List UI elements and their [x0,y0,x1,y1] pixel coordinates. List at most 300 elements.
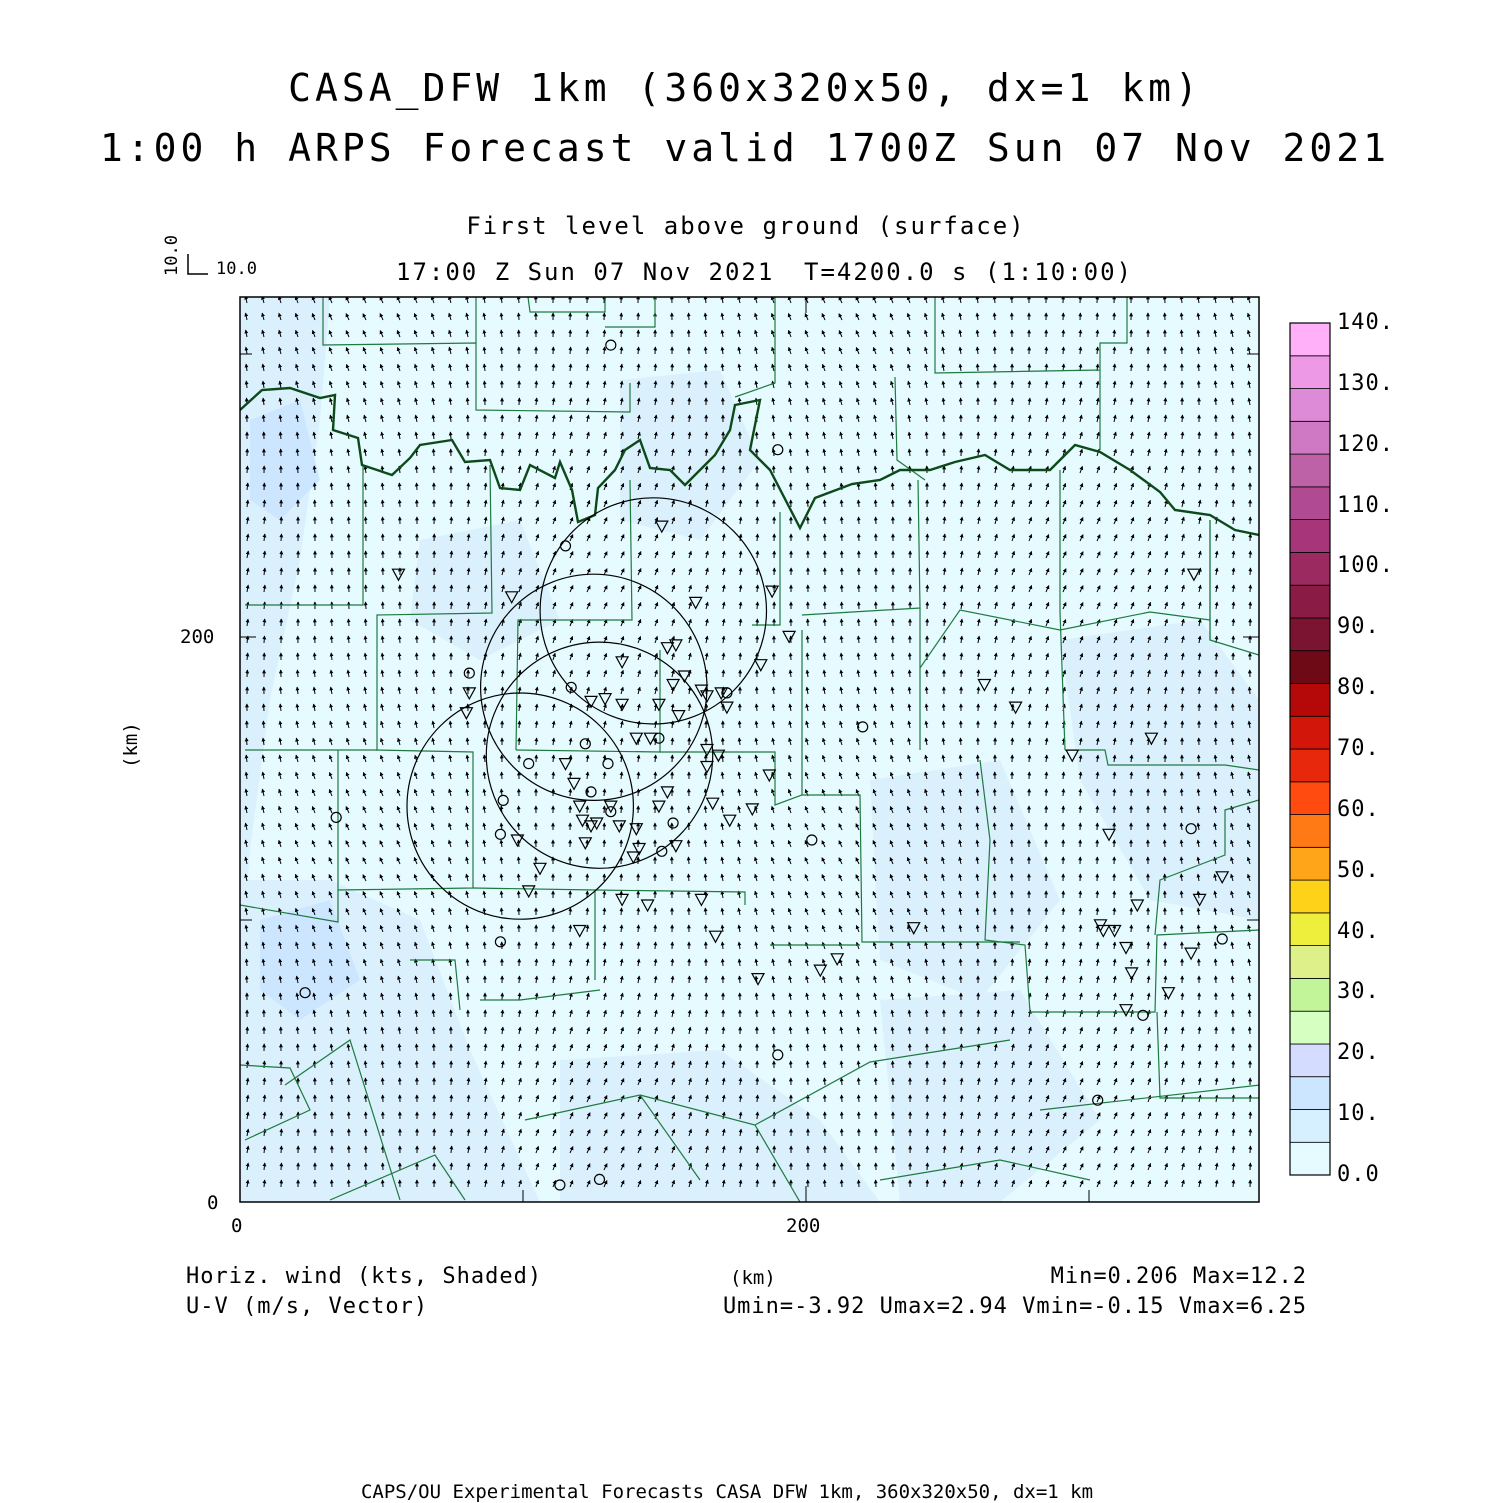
wind-vector [502,432,503,439]
color-bar-segment [1290,520,1330,553]
wind-vector [706,772,707,779]
wind-vector [1165,976,1166,983]
wind-vector [841,1078,842,1085]
wind-vector [1232,415,1233,422]
wind-vector [859,1095,860,1102]
color-bar [1290,323,1330,1175]
wind-vector [519,313,520,320]
color-bar-segment [1290,1142,1330,1175]
wind-vector [383,619,384,626]
wind-vector [960,381,961,388]
wind-vector [501,789,502,796]
wind-vector [1215,738,1216,745]
wind-vector [417,483,418,490]
wind-vector [451,1095,452,1102]
wind-vector [281,585,282,592]
wind-vector [926,1010,927,1017]
wind-vector [1148,755,1149,762]
wind-vector [281,1146,282,1153]
wind-vector [1233,500,1234,507]
wind-vector [281,1129,282,1136]
wind-vector [366,517,367,524]
wind-vector [655,942,656,949]
title-line-1: CASA_DFW 1km (360x320x50, dx=1 km) [0,66,1490,110]
x-axis-label: (km) [730,1267,776,1289]
wind-vector [1250,1146,1251,1153]
wind-vector [1046,364,1047,371]
wind-vector [468,636,469,643]
wind-vector [1063,347,1064,354]
wind-vector [264,517,265,524]
wind-vector [1131,347,1132,354]
color-bar-label: 110. [1337,493,1394,518]
wind-vector [247,466,248,473]
color-bar-segment [1290,1077,1330,1110]
wind-vector [553,772,554,779]
wind-vector [468,483,469,490]
wind-vector [1131,364,1132,371]
wind-vector [348,500,349,507]
wind-vector [1182,789,1183,796]
wind-vector [927,551,928,558]
wind-vector [1233,517,1234,524]
wind-vector [264,636,265,643]
wind-vector [553,755,554,762]
wind-vector [995,789,996,796]
wind-vector [655,364,656,371]
wind-vector [1216,398,1217,405]
wind-vector [875,1061,876,1068]
wind-vector [723,670,724,677]
wind-vector [961,398,962,405]
wind-vector [1097,789,1098,796]
wind-vector [1046,772,1047,779]
color-bar-label: 20. [1337,1040,1380,1065]
wind-vector [314,653,315,660]
wind-vector [961,466,962,473]
wind-vector [723,449,724,456]
wind-vector [416,466,417,473]
wind-vector [1250,449,1251,456]
wind-vector [1181,806,1182,813]
wind-vector [280,687,281,694]
wind-vector [689,721,690,728]
wind-vector [485,959,486,966]
wind-vector [349,517,350,524]
wind-vector [825,619,826,626]
wind-vector [960,959,961,966]
color-bar-segment [1290,749,1330,782]
wind-vector [842,1095,843,1102]
wind-vector [944,636,945,643]
wind-vector [994,806,995,813]
color-bar-segment [1290,782,1330,815]
wind-vector [841,619,842,626]
color-bar-segment [1290,978,1330,1011]
wind-vector [824,500,825,507]
wind-vector [689,806,690,813]
wind-vector [655,772,656,779]
wind-vector [451,602,452,609]
wind-vector [1046,925,1047,932]
wind-vector [264,619,265,626]
x-tick-label-200: 200 [786,1215,820,1237]
color-bar-segment [1290,323,1330,356]
wind-vector [1097,330,1098,337]
color-bar-label: 130. [1337,371,1394,396]
wind-vector [332,619,333,626]
wind-vector [927,1163,928,1170]
wind-vector [1233,602,1234,609]
wind-vector [740,636,741,643]
wind-vector [263,721,264,728]
wind-vector [570,789,571,796]
wind-vector [1181,313,1182,320]
wind-vector [382,500,383,507]
wind-vector [1233,993,1234,1000]
wind-vector [944,1180,945,1187]
wind-vector [977,364,978,371]
wind-vector [757,585,758,592]
wind-vector [757,1146,758,1153]
wind-vector [859,517,860,524]
wind-vector [383,1180,384,1187]
wind-vector [723,959,724,966]
color-bar-segment [1290,454,1330,487]
wind-vector [1165,721,1166,728]
wind-vector [1063,789,1064,796]
wind-vector [399,636,400,643]
wind-vector [467,976,468,983]
wind-vector [1182,908,1183,915]
credit-line: CAPS/OU Experimental Forecasts CASA DFW 1km, 360x320x50, dx=1 km [0,1481,1454,1503]
wind-vector [705,908,706,915]
wind-vector [1182,415,1183,422]
wind-vector [1199,1027,1200,1034]
wind-vector [977,772,978,779]
wind-vector [1097,891,1098,898]
wind-vector [994,823,995,830]
wind-vector [1131,925,1132,932]
wind-vector [1250,568,1251,575]
color-bar-label: 70. [1337,736,1380,761]
wind-vector [553,364,554,371]
wind-vector [994,891,995,898]
color-bar-segment [1290,1011,1330,1044]
valid-time-label: 17:00 Z Sun 07 Nov 2021 [396,258,774,286]
wind-vector [451,585,452,592]
wind-vector [1233,1078,1234,1085]
wind-vector [926,687,927,694]
wind-vector [807,1061,808,1068]
wind-vector [348,619,349,626]
wind-vector [399,1061,400,1068]
wind-vector [434,1027,435,1034]
wind-vector [927,1146,928,1153]
wind-vector [1216,1044,1217,1051]
color-bar-segment [1290,716,1330,749]
wind-vector [1165,857,1166,864]
wind-vector [621,806,622,813]
color-bar-label: 80. [1337,675,1380,700]
wind-vector [1250,1129,1251,1136]
wind-vector [1012,398,1013,405]
wind-vector [451,1129,452,1136]
wind-vector [383,517,384,524]
wind-vector [705,347,706,354]
wind-vector [723,466,724,473]
wind-vector [536,398,537,405]
wind-vector [587,908,588,915]
wind-vector [1012,959,1013,966]
wind-vector [433,449,434,456]
wind-vector [943,415,944,422]
wind-vector [570,347,571,354]
wind-vector [621,789,622,796]
wind-vector [740,500,741,507]
color-bar-segment [1290,847,1330,880]
wind-vector [604,806,605,813]
wind-vector [706,1010,707,1017]
color-bar-label: 100. [1337,553,1394,578]
wind-vector [790,466,791,473]
wind-vector [604,789,605,796]
wind-vector [621,908,622,915]
wind-vector [757,1180,758,1187]
wind-vector [689,313,690,320]
wind-vector [688,840,689,847]
color-bar-segment [1290,684,1330,717]
wind-vector [1012,738,1013,745]
x-tick-label-0: 0 [231,1215,242,1237]
wind-vector [485,466,486,473]
y-axis-label: (km) [120,722,142,768]
wind-vector [756,704,757,711]
wind-vector [348,636,349,643]
wind-vector [1182,993,1183,1000]
wind-vector [1215,959,1216,966]
wind-vector [1250,551,1251,558]
wind-vector [297,1027,298,1034]
color-bar-label: 30. [1337,979,1380,1004]
wind-vector [757,517,758,524]
wind-vector [1114,347,1115,354]
wind-vector [298,466,299,473]
vector-scale-x-label: 10.0 [216,259,257,279]
wind-vector [1249,687,1250,694]
color-bar-segment [1290,1044,1330,1077]
wind-vector [722,755,723,762]
vector-label: U-V (m/s, Vector) [186,1294,428,1319]
wind-vector [604,891,605,898]
wind-vector [1216,466,1217,473]
wind-vector [1165,738,1166,745]
wind-vector [281,1163,282,1170]
color-bar-segment [1290,389,1330,422]
wind-vector [1012,976,1013,983]
wind-vector [978,449,979,456]
wind-vector [875,483,876,490]
wind-vector [638,347,639,354]
wind-vector [927,534,928,541]
min-max-label: Min=0.206 Max=12.2 [1051,1264,1307,1289]
wind-vector [502,772,503,779]
wind-vector [723,1027,724,1034]
wind-vector [1063,908,1064,915]
wind-vector [468,1061,469,1068]
y-tick-label-0: 0 [207,1192,218,1214]
color-bar-label: 120. [1337,432,1394,457]
wind-vector [1080,891,1081,898]
wind-vector [281,551,282,558]
wind-vector [859,1180,860,1187]
wind-vector [672,959,673,966]
wind-vector [451,534,452,541]
wind-vector [1250,585,1251,592]
wind-vector [366,602,367,609]
y-tick-label-200: 200 [180,626,214,648]
wind-vector [944,993,945,1000]
wind-vector [417,653,418,660]
color-bar-segment [1290,552,1330,585]
wind-vector [451,551,452,558]
wind-vector [536,738,537,745]
model-time-label: T=4200.0 s (1:10:00) [804,258,1133,286]
wind-vector [314,1044,315,1051]
wind-vector [808,500,809,507]
color-bar-segment [1290,421,1330,454]
wind-vector [672,738,673,745]
wind-vector [722,381,723,388]
wind-vector [638,925,639,932]
wind-vector [689,891,690,898]
wind-vector [1233,1180,1234,1187]
wind-vector [587,806,588,813]
title-line-2: 1:00 h ARPS Forecast valid 1700Z Sun 07 Nov 2021 [0,126,1490,170]
wind-vector [1250,1112,1251,1119]
wind-vector [604,347,605,354]
wind-vector [1181,891,1182,898]
wind-vector [757,568,758,575]
wind-vector [281,568,282,575]
wind-vector [1029,942,1030,949]
wind-vector [484,381,485,388]
wind-vector [450,993,451,1000]
wind-vector [315,483,316,490]
wind-vector [451,1146,452,1153]
wind-vector [1080,806,1081,813]
wind-vector [688,874,689,881]
wind-vector [944,704,945,711]
wind-vector [1097,908,1098,915]
wind-vector [757,551,758,558]
vector-scale-y-label: 10.0 [162,235,182,276]
wind-vector [1080,789,1081,796]
wind-vector [740,1061,741,1068]
wind-vector [858,500,859,507]
wind-vector [807,636,808,643]
wind-vector [689,976,690,983]
wind-vector [876,1078,877,1085]
color-bar-segment [1290,585,1330,618]
wind-vector [264,1078,265,1085]
wind-vector [1114,908,1115,915]
wind-vector [1199,942,1200,949]
wind-vector [621,330,622,337]
wind-vector [501,347,502,354]
wind-vector [842,1180,843,1187]
wind-vector [570,908,571,915]
wind-vector [450,704,451,711]
wind-vector [994,874,995,881]
wind-vector [706,925,707,932]
wind-vector [638,789,639,796]
wind-vector [824,1061,825,1068]
wind-vector [876,619,877,626]
wind-vector [433,687,434,694]
wind-vector [757,534,758,541]
wind-vector [518,874,519,881]
wind-vector [1182,432,1183,439]
wind-vector [927,585,928,592]
color-bar-segment [1290,946,1330,979]
wind-vector [246,738,247,745]
wind-vector [825,1180,826,1187]
wind-vector [331,636,332,643]
wind-vector [1029,755,1030,762]
wind-vector [927,1112,928,1119]
wind-vector [382,1061,383,1068]
wind-vector [365,619,366,626]
wind-vector [943,721,944,728]
wind-vector [774,1027,775,1034]
wind-vector [757,1095,758,1102]
wind-vector [1148,959,1149,966]
wind-vector [451,1163,452,1170]
wind-vector [688,857,689,864]
wind-vector [875,636,876,643]
field-label: Horiz. wind (kts, Shaded) [186,1264,542,1289]
wind-vector [1233,704,1234,711]
wind-vector [1097,347,1098,354]
wind-vector [791,653,792,660]
wind-vector [382,636,383,643]
wind-vector [518,857,519,864]
wind-vector [570,925,571,932]
wind-vector [756,993,757,1000]
wind-vector [587,347,588,354]
color-bar-label: 0.0 [1337,1162,1380,1187]
wind-vector [485,449,486,456]
wind-vector [519,806,520,813]
wind-vector [944,500,945,507]
wind-vector [1080,330,1081,337]
wind-vector [790,1044,791,1051]
wind-vector [858,619,859,626]
wind-vector [332,1078,333,1085]
wind-vector [926,432,927,439]
wind-vector [978,1010,979,1017]
wind-vector [348,1078,349,1085]
color-bar-label: 90. [1337,614,1380,639]
wind-vector [825,517,826,524]
wind-vector [297,670,298,677]
wind-vector [977,925,978,932]
wind-vector [281,1112,282,1119]
wind-vector [485,670,486,677]
wind-vector [807,483,808,490]
wind-vector [892,653,893,660]
